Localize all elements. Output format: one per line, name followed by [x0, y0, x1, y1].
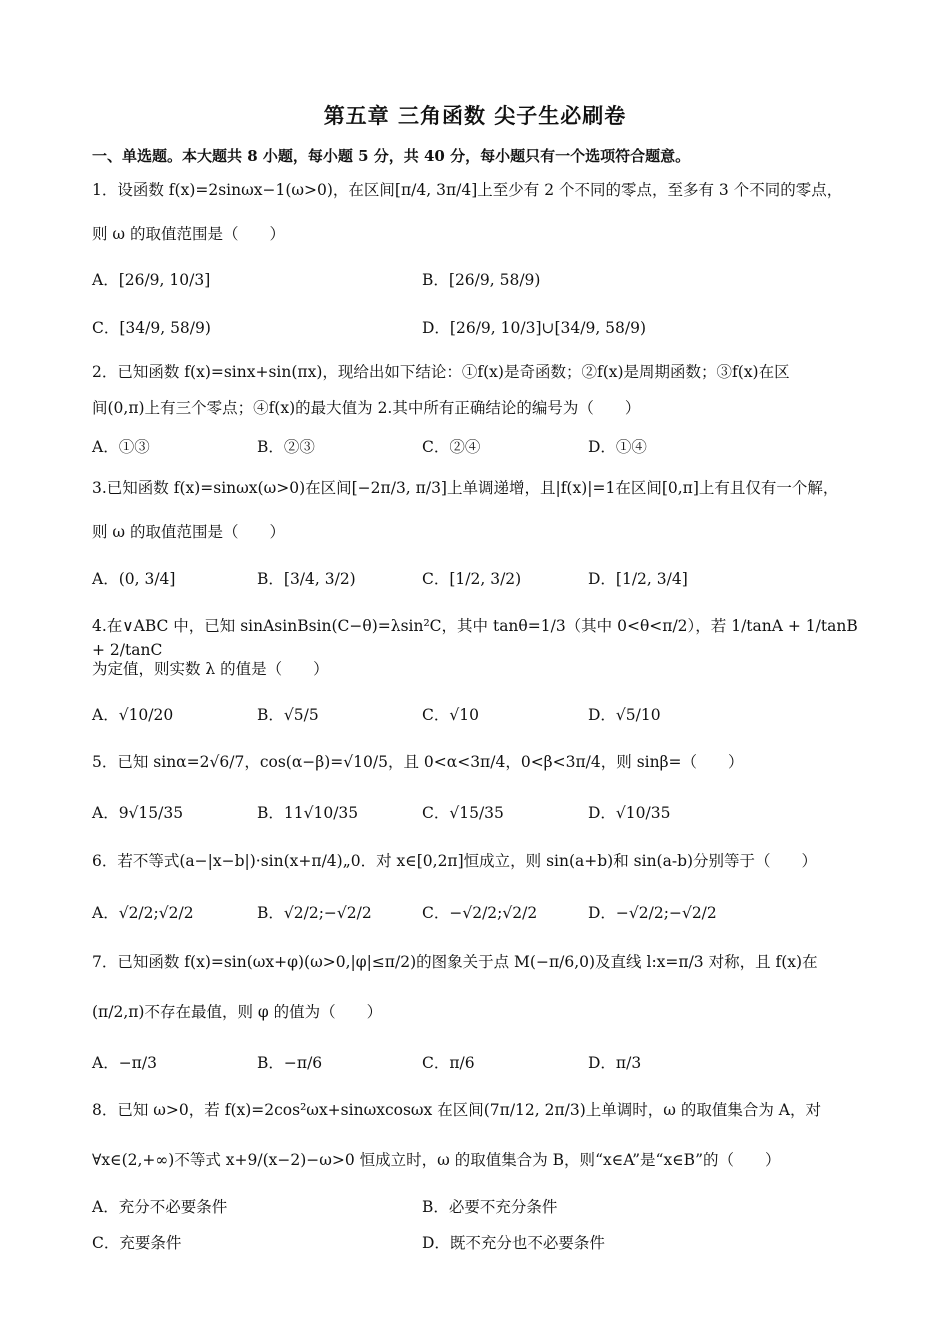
question-8-options-row-2 [92, 1220, 862, 1264]
option-d: D．√5/10 [588, 706, 661, 724]
option-a: A．9√15/35 [92, 804, 184, 822]
option-c: C．[34/9, 58/9) [92, 319, 211, 337]
question-6-options [92, 890, 862, 934]
option-a: A．√10/20 [92, 706, 174, 724]
question-4-line-2: 为定值，则实数 λ 的值是（ ） [92, 660, 329, 678]
question-3-options [92, 556, 862, 600]
question-7-options [92, 1040, 862, 1084]
option-b: B．√2/2;−√2/2 [257, 904, 372, 922]
option-b: B．√5/5 [257, 706, 319, 724]
option-b: B．②③ [257, 438, 315, 456]
option-a: A．−π/3 [92, 1054, 157, 1072]
option-d: D．−√2/2;−√2/2 [588, 904, 717, 922]
option-b: B．[26/9, 58/9) [422, 271, 541, 289]
question-1-options-row-1 [92, 257, 862, 301]
question-1-line-2: 则 ω 的取值范围是（ ） [92, 225, 285, 243]
question-6-line-1: 6．若不等式(a−|x−b|)·sin(x+π/4)„0．对 x∈[0,2π]恒成立，则 sin(a+b)和 sin(a-b)分别等于（ ） [92, 852, 818, 870]
question-2-line-1: 2．已知函数 f(x)=sinx+sin(πx)，现给出如下结论：①f(x)是奇函数；②f(x)是周期函数；③f(x)在区 [92, 363, 790, 381]
option-d: D．√10/35 [588, 804, 671, 822]
option-b: B．−π/6 [257, 1054, 323, 1072]
option-c: C．[1/2, 3/2) [422, 570, 522, 588]
option-c: C．√10 [422, 706, 479, 724]
question-1-line-1: 1．设函数 f(x)=2sinωx−1(ω>0)，在区间[π/4, 3π/4]上至少有 2 个不同的零点，至多有 3 个不同的零点， [92, 181, 843, 199]
option-c: C．π/6 [422, 1054, 475, 1072]
option-c: C．②④ [422, 438, 481, 456]
option-b: B．11√10/35 [257, 804, 359, 822]
question-3-line-1: 3.已知函数 f(x)=sinωx(ω>0)在区间[−2π/3, π/3]上单调递增，且|f(x)|=1在区间[0,π]上有且仅有一个解， [92, 479, 839, 497]
option-b: B．[3/4, 3/2) [257, 570, 356, 588]
option-a: A．①③ [92, 438, 150, 456]
question-8-line-2: ∀x∈(2,+∞)不等式 x+9/(x−2)−ω>0 恒成立时，ω 的取值集合为 B，则“x∈A”是“x∈B”的（ ） [92, 1151, 781, 1169]
question-2-options [92, 424, 862, 468]
option-d: D．①④ [588, 438, 647, 456]
question-4-line-1: 4.在∨ABC 中，已知 sinAsinBsin(C−θ)=λsin²C，其中 tanθ=1/3（其中 0<θ<π/2），若 1/tanA + 1/tanB + 2/tanC [92, 617, 858, 659]
question-7-line-2: (π/2,π)不存在最值，则 φ 的值为（ ） [92, 1003, 383, 1021]
option-d: D．[26/9, 10/3]∪[34/9, 58/9) [422, 319, 647, 337]
question-5-line-1: 5．已知 sinα=2√6/7，cos(α−β)=√10/5，且 0<α<3π/4，0<β<3π/4，则 sinβ=（ ） [92, 753, 744, 771]
option-a: A．(0, 3/4] [92, 570, 176, 588]
option-a: A．√2/2;√2/2 [92, 904, 194, 922]
option-c: C．√15/35 [422, 804, 504, 822]
question-7-line-1: 7．已知函数 f(x)=sin(ωx+φ)(ω>0,|φ|≤π/2)的图象关于点 M(−π/6,0)及直线 l:x=π/3 对称，且 f(x)在 [92, 953, 818, 971]
option-c: C．−√2/2;√2/2 [422, 904, 538, 922]
option-d: D．既不充分也不必要条件 [422, 1234, 605, 1252]
option-a: A．充分不必要条件 [92, 1198, 228, 1216]
option-b: B．必要不充分条件 [422, 1198, 558, 1216]
question-5-options [92, 790, 862, 834]
option-c: C．充要条件 [92, 1234, 182, 1252]
question-1-options-row-2 [92, 305, 862, 349]
page-title: 第五章 三角函数 尖子生必刷卷 [323, 103, 627, 128]
question-8-line-1: 8．已知 ω>0，若 f(x)=2cos²ωx+sinωxcosωx 在区间(7π/12, 2π/3)上单调时，ω 的取值集合为 A，对 [92, 1101, 821, 1119]
question-3-line-2: 则 ω 的取值范围是（ ） [92, 523, 285, 541]
option-d: D．π/3 [588, 1054, 642, 1072]
option-a: A．[26/9, 10/3] [92, 271, 211, 289]
question-4-options [92, 692, 862, 736]
question-2-line-2: 间(0,π)上有三个零点；④f(x)的最大值为 2.其中所有正确结论的编号为（ ） [92, 399, 641, 417]
section-heading: 一、单选题。本大题共 8 小题，每小题 5 分，共 40 分，每小题只有一个选项符合题意。 [92, 147, 691, 165]
option-d: D．[1/2, 3/4] [588, 570, 688, 588]
